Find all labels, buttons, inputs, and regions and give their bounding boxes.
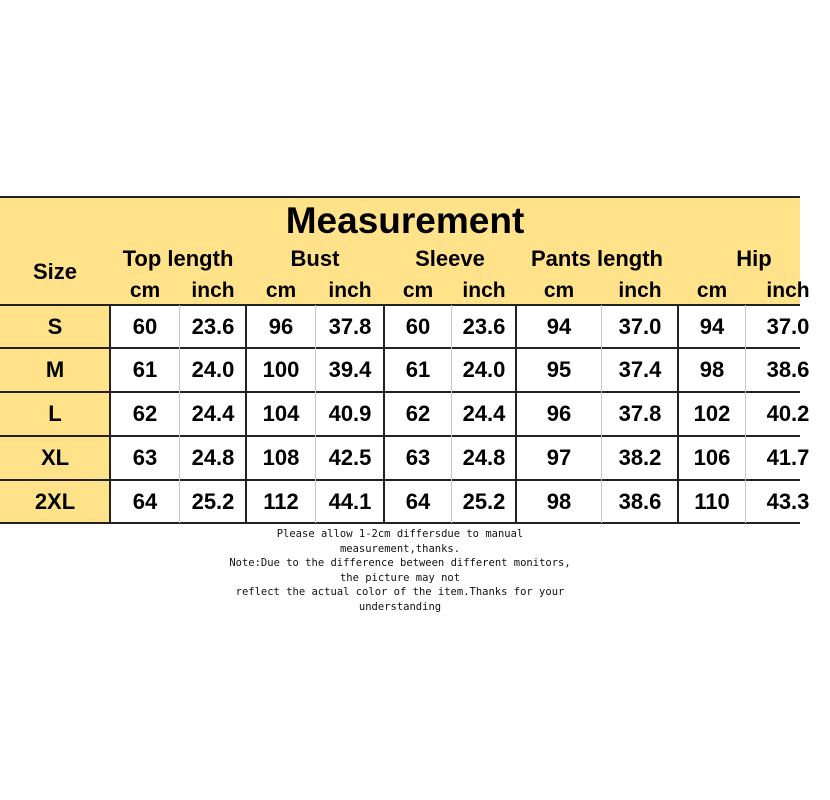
value-cell: 62 <box>405 401 431 426</box>
unit-header: cm <box>543 279 575 302</box>
value-cell: 60 <box>405 314 431 339</box>
column-group-header: Hip <box>736 246 772 271</box>
value-cell: 39.4 <box>328 357 372 382</box>
column-group-header: Top length <box>122 246 234 271</box>
value-cell: 64 <box>132 489 158 514</box>
value-cell: 106 <box>693 445 731 470</box>
chart-title: Measurement <box>285 200 525 241</box>
value-cell: 61 <box>132 357 158 382</box>
unit-header: inch <box>462 279 506 302</box>
value-cell: 42.5 <box>328 445 372 470</box>
note-line: reflect the actual color of the item.Thanks for your <box>235 586 565 598</box>
value-cell: 100 <box>262 357 300 382</box>
value-cell: 112 <box>263 489 299 514</box>
value-cell: 43.3 <box>766 489 810 514</box>
value-cell: 37.8 <box>618 401 662 426</box>
unit-header: cm <box>696 279 728 302</box>
value-cell: 23.6 <box>191 314 235 339</box>
value-cell: 25.2 <box>191 489 235 514</box>
value-cell: 110 <box>694 489 730 514</box>
note-line: measurement,thanks. <box>339 542 461 555</box>
note-line: Please allow 1-2cm differsdue to manual <box>276 528 524 540</box>
value-cell: 25.2 <box>462 489 506 514</box>
value-cell: 24.4 <box>191 401 235 426</box>
unit-header: inch <box>328 279 372 302</box>
value-cell: 63 <box>405 445 431 470</box>
column-group-header: Pants length <box>530 246 663 271</box>
value-cell: 44.1 <box>328 489 372 514</box>
value-cell: 23.6 <box>462 314 506 339</box>
value-cell: 38.6 <box>618 489 662 514</box>
value-cell: 94 <box>546 314 572 339</box>
note-line: Note:Due to the difference between different monitors, <box>229 557 571 569</box>
value-cell: 94 <box>699 314 725 339</box>
column-group-header: Bust <box>290 246 340 271</box>
value-cell: 61 <box>405 357 431 382</box>
value-cell: 38.6 <box>766 357 810 382</box>
value-cell: 37.8 <box>328 314 372 339</box>
value-cell: 63 <box>132 445 158 470</box>
size-cell: M <box>45 357 65 382</box>
value-cell: 108 <box>262 445 300 470</box>
note-line: understanding <box>358 600 442 613</box>
size-cell: XL <box>40 445 70 470</box>
size-cell: 2XL <box>34 489 76 514</box>
value-cell: 62 <box>132 401 158 426</box>
value-cell: 40.9 <box>328 401 372 426</box>
value-cell: 37.0 <box>766 314 810 339</box>
unit-header: cm <box>265 279 297 302</box>
value-cell: 40.2 <box>766 401 810 426</box>
value-cell: 104 <box>262 401 300 426</box>
unit-header: cm <box>402 279 434 302</box>
value-cell: 24.4 <box>462 401 506 426</box>
value-cell: 96 <box>268 314 294 339</box>
unit-header: inch <box>191 279 235 302</box>
size-header: Size <box>32 259 78 284</box>
value-cell: 102 <box>693 401 731 426</box>
size-chart <box>0 196 810 616</box>
value-cell: 24.0 <box>191 357 235 382</box>
value-cell: 64 <box>405 489 431 514</box>
unit-header: cm <box>129 279 161 302</box>
value-cell: 60 <box>132 314 158 339</box>
value-cell: 24.0 <box>462 357 506 382</box>
value-cell: 38.2 <box>618 445 662 470</box>
unit-header: inch <box>618 279 662 302</box>
value-cell: 98 <box>546 489 572 514</box>
value-cell: 95 <box>546 357 572 382</box>
unit-header: inch <box>766 279 810 302</box>
value-cell: 37.4 <box>618 357 662 382</box>
disclaimer-note <box>0 527 800 614</box>
value-cell: 24.8 <box>191 445 235 470</box>
value-cell: 96 <box>546 401 572 426</box>
value-cell: 37.0 <box>618 314 662 339</box>
value-cell: 98 <box>699 357 725 382</box>
size-cell: S <box>47 314 63 339</box>
size-cell: L <box>48 401 62 426</box>
value-cell: 97 <box>546 445 572 470</box>
value-cell: 41.7 <box>766 445 810 470</box>
column-group-header: Sleeve <box>415 246 485 271</box>
value-cell: 24.8 <box>462 445 506 470</box>
note-line: the picture may not <box>339 571 461 584</box>
